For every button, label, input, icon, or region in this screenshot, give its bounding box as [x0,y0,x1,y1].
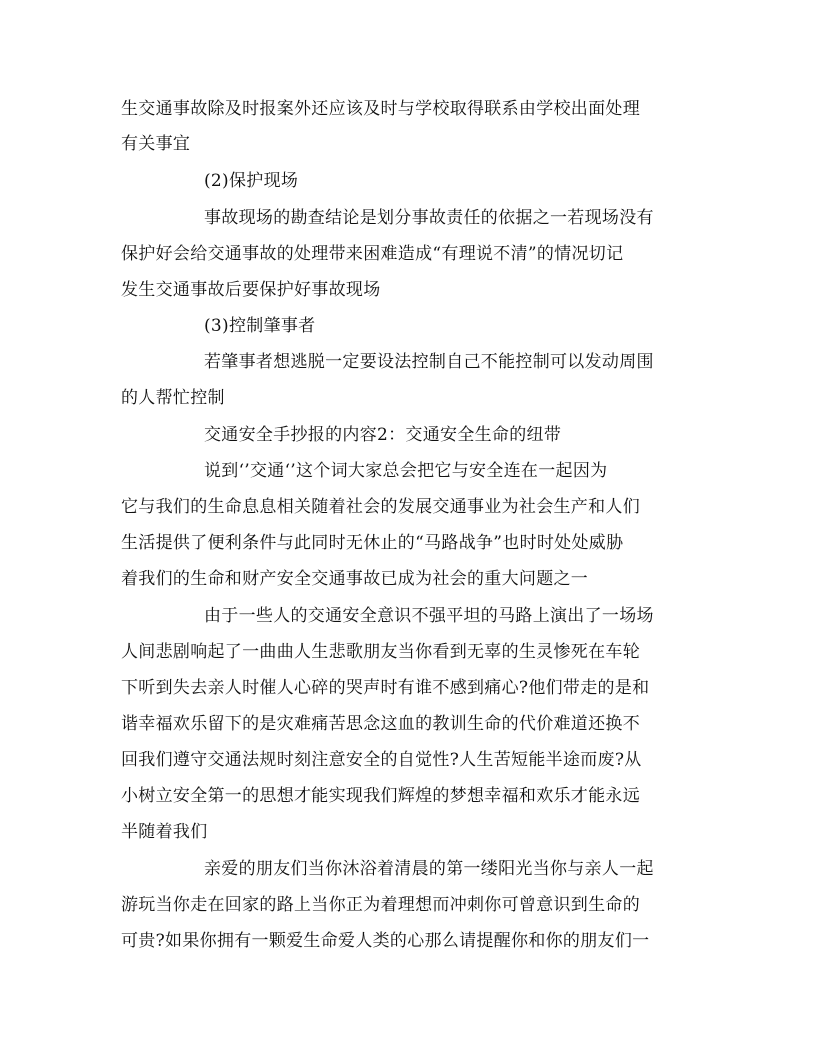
text-line: 由于一些人的交通安全意识不强平坦的马路上演出了一场场 [204,606,654,626]
text-line: 着我们的生命和财产安全交通事故已成为社会的重大问题之一 [121,569,589,589]
text-line: 半随着我们 [121,822,208,842]
text-line: 保护好会给交通事故的处理带来困难造成“有理说不清”的情况切记 [121,244,624,264]
text-line: 谐幸福欢乐留下的是灾难痛苦思念这血的教训生命的代价难道还换不 [121,714,640,734]
text-line: 生活提供了便利条件与此同时无休止的“马路战争”也时时处处威胁 [121,533,624,553]
text-line: 它与我们的生命息息相关随着社会的发展交通事业为社会生产和人们 [121,497,640,517]
text-line: 说到‘’交通‘’这个词大家总会把它与安全连在一起因为 [204,461,608,481]
text-line: 生交通事故除及时报案外还应该及时与学校取得联系由学校出面处理 [121,99,640,119]
text-line: 亲爱的朋友们当你沐浴着清晨的第一缕阳光当你与亲人一起 [204,859,654,879]
text-line: 回我们遵守交通法规时刻注意安全的自觉性?人生苦短能半途而废?从 [121,750,642,770]
text-line: 下听到失去亲人时催人心碎的哭声时有谁不感到痛心?他们带走的是和 [121,678,650,698]
article-title: 交通安全手抄报的内容2：交通安全生命的纽带 [204,425,562,445]
text-line: 人间悲剧响起了一曲曲人生悲歌朋友当你看到无辜的生灵惨死在车轮 [121,642,640,662]
text-line: 若肇事者想逃脱一定要设法控制自己不能控制可以发动周围 [204,352,654,372]
text-line: 发生交通事故后要保护好事故现场 [121,280,381,300]
section-heading: (3)控制肇事者 [204,316,316,336]
text-line: 游玩当你走在回家的路上当你正为着理想而冲刺你可曾意识到生命的 [121,895,640,915]
text-line: 可贵?如果你拥有一颗爱生命爱人类的心那么请提醒你和你的朋友们一 [121,931,650,951]
text-line: 有关事宜 [121,134,191,154]
text-line: 事故现场的勘查结论是划分事故责任的依据之一若现场没有 [204,208,654,228]
section-heading: (2)保护现场 [204,171,299,191]
text-line: 小树立安全第一的思想才能实现我们辉煌的梦想幸福和欢乐才能永远 [121,786,640,806]
text-line: 的人帮忙控制 [121,388,225,408]
